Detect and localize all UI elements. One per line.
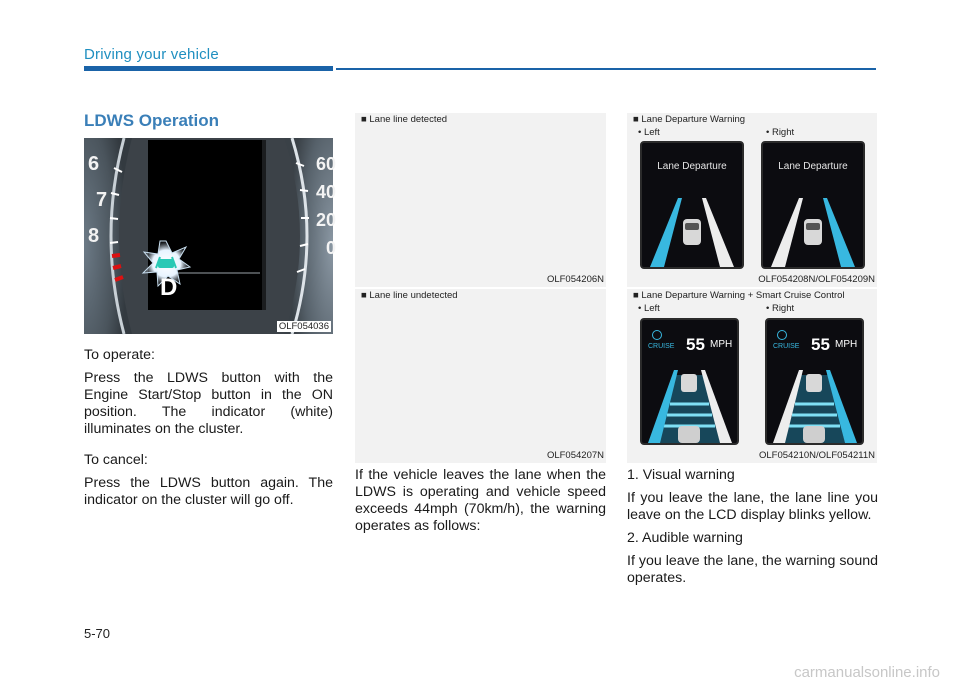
page-title: LDWS Operation [84, 111, 220, 130]
panel-label: ■ Lane Departure Warning [633, 114, 746, 125]
left-label: • Left [638, 303, 660, 314]
figure-code: OLF054206N [546, 274, 604, 285]
figure-code: OLF054207N [546, 450, 604, 461]
tick-60: 60 [315, 154, 336, 174]
speed-ticks-right [306, 150, 336, 262]
gear-indicator: D [160, 274, 178, 301]
set-speed: 55 [686, 335, 705, 354]
tick-7: 7 [96, 189, 108, 211]
figure-code: OLF054210N/OLF054211N [758, 450, 875, 461]
header-rule [336, 68, 876, 70]
lane-graphic-right-icon [763, 143, 863, 267]
speed-unit: MPH [710, 339, 733, 350]
cancel-text: Press the LDWS button again. The indicator on the cluster will go off. [84, 475, 333, 508]
panel-label: ■ Lane Departure Warning + Smart Cruise Control [633, 290, 845, 301]
panel-label: ■ Lane line undetected [361, 290, 458, 301]
cancel-heading: To cancel: [84, 452, 148, 468]
audible-warning-heading: 2. Audible warning [627, 530, 743, 546]
section-header: Driving your vehicle [84, 46, 219, 63]
audible-warning-text: If you leave the lane, the warning sound operates. [627, 553, 878, 586]
cluster-illustration [84, 138, 333, 334]
figure-code: OLF054036 [278, 321, 329, 332]
operate-text: Press the LDWS button with the Engine Start/Stop button in the ON position. The indicator (white) illuminates on the cluster. [84, 370, 333, 437]
column-3-text [627, 467, 878, 593]
watermark: carmanualsonline.info [794, 664, 940, 681]
ldw-display-right [761, 141, 865, 269]
scc-lane-right-icon [767, 320, 862, 443]
tick-20: 20 [315, 210, 336, 230]
speed-ticks-left [88, 146, 112, 254]
tick-0: 0 [325, 238, 336, 258]
scc-display-left [640, 318, 739, 445]
left-label: • Left [638, 127, 660, 138]
panel-label: ■ Lane line detected [361, 114, 448, 125]
display-title: Lane Departure [778, 161, 848, 172]
right-label: • Right [766, 303, 795, 314]
page-number: 5-70 [84, 626, 111, 641]
scc-lane-left-icon [642, 320, 737, 443]
ldw-display-left [640, 141, 744, 269]
column-2-text: If the vehicle leaves the lane when the LDWS is operating and vehicle speed exceeds 44mph (70km/h), the warning operates as follows: [355, 467, 606, 534]
ldw-panel [627, 113, 877, 287]
lane-detected-panel [355, 113, 606, 287]
tick-8: 8 [88, 225, 100, 247]
header-bar [84, 66, 333, 71]
tick-40: 40 [315, 182, 336, 202]
ldw-scc-panel [627, 289, 877, 463]
cruise-label: CRUISE [648, 343, 675, 350]
visual-warning-heading: 1. Visual warning [627, 467, 735, 483]
lane-graphic-left-icon [642, 143, 742, 267]
cluster-photo [84, 138, 336, 334]
right-label: • Right [766, 127, 795, 138]
visual-warning-text: If you leave the lane, the lane line you leave on the LCD display blinks yellow. [627, 490, 878, 523]
display-title: Lane Departure [657, 161, 727, 172]
speed-unit: MPH [835, 339, 858, 350]
cruise-label: CRUISE [773, 343, 800, 350]
scc-display-right [765, 318, 864, 445]
column-1-text [84, 347, 333, 515]
figure-code: OLF054208N/OLF054209N [758, 274, 875, 285]
operate-heading: To operate: [84, 347, 155, 363]
set-speed: 55 [811, 335, 830, 354]
tick-6: 6 [88, 153, 100, 175]
lane-undetected-panel [355, 289, 606, 463]
